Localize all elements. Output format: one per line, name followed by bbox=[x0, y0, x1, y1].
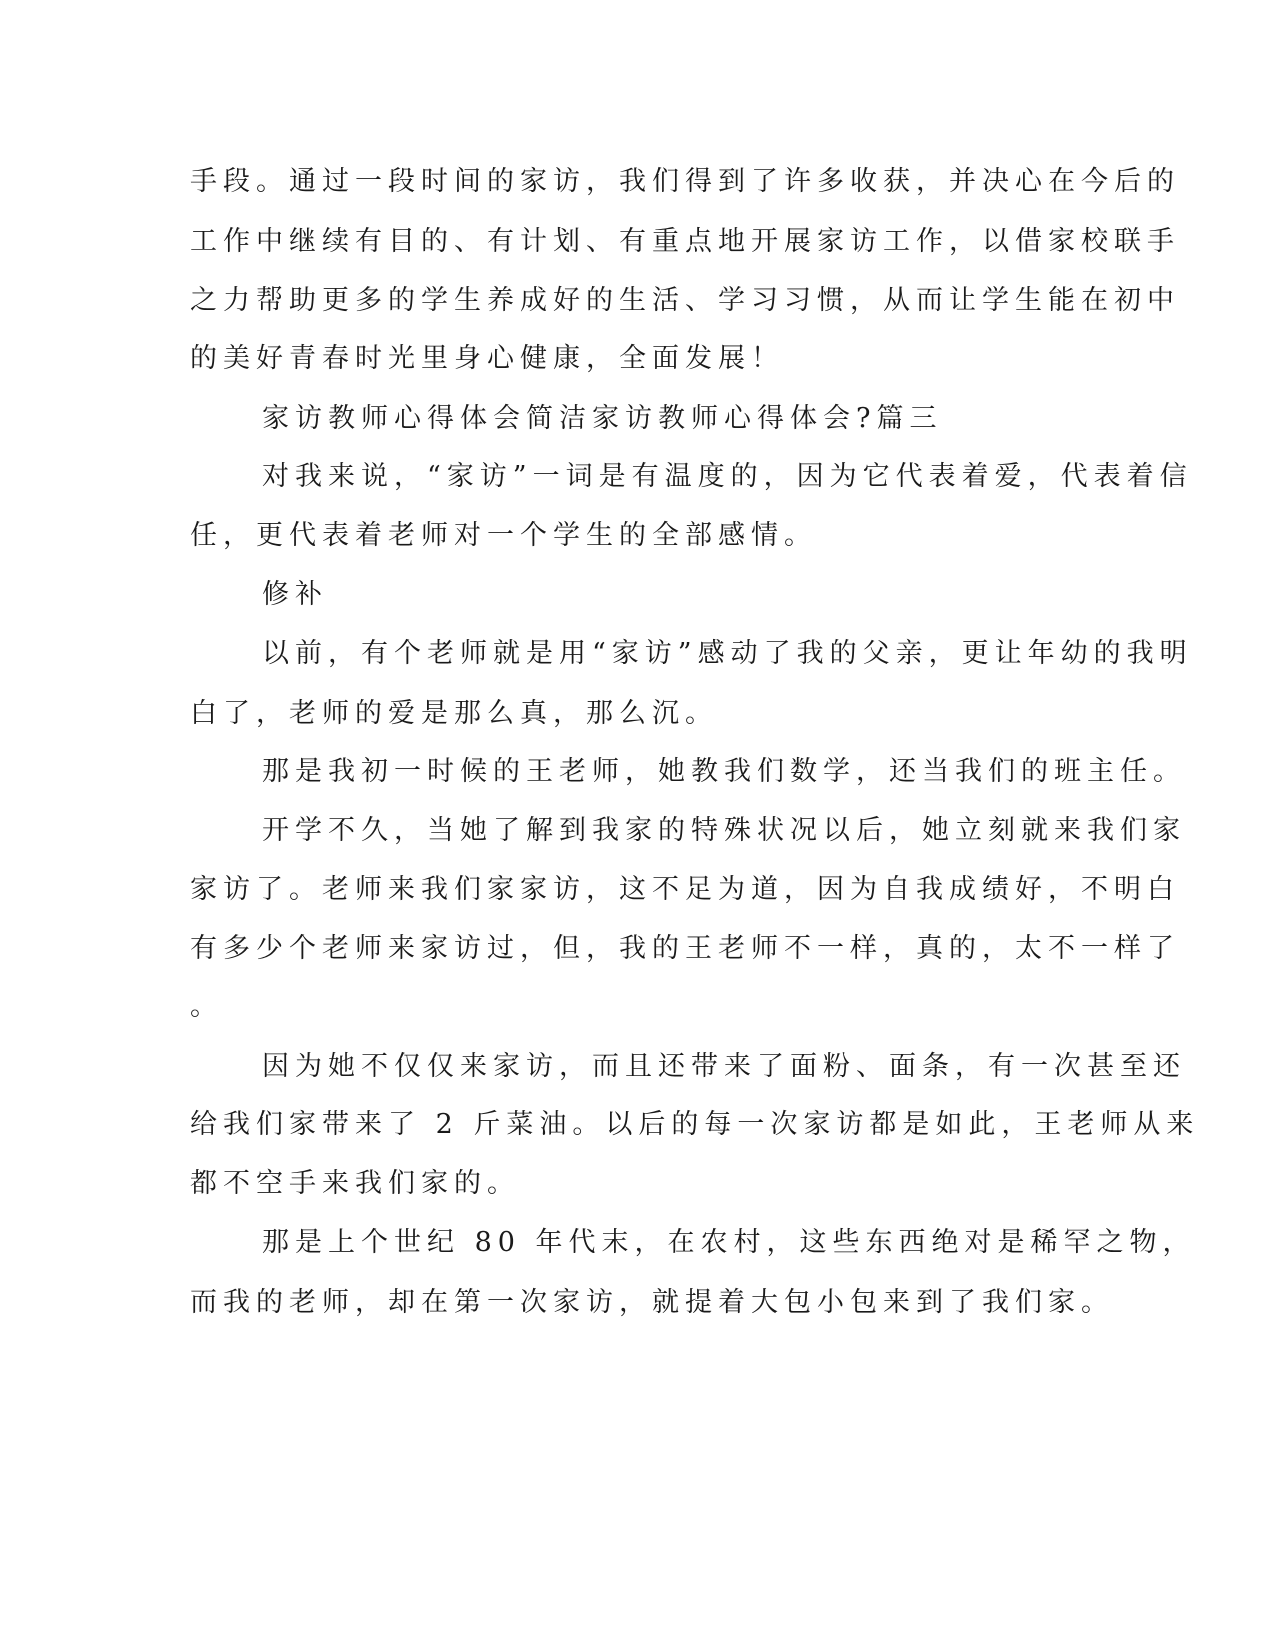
text-line: 白了，老师的爱是那么真，那么沉。 bbox=[190, 698, 718, 729]
text-line: 对我来说，“家访”一词是有温度的，因为它代表着爱，代表着信 bbox=[262, 461, 1193, 492]
text-line: 而我的老师，却在第一次家访，就提着大包小包来到了我们家。 bbox=[190, 1287, 1114, 1318]
text-line: 那是上个世纪 80 年代末，在农村，这些东西绝对是稀罕之物， bbox=[262, 1227, 1196, 1258]
text-line: 手段。通过一段时间的家访，我们得到了许多收获，并决心在今后的 bbox=[190, 166, 1180, 197]
text-line: 以前，有个老师就是用“家访”感动了我的父亲，更让年幼的我明 bbox=[262, 638, 1193, 669]
text-line: 之力帮助更多的学生养成好的生活、学习习惯，从而让学生能在初中 bbox=[190, 285, 1180, 316]
text-line: 给我们家带来了 2 斤菜油。以后的每一次家访都是如此，王老师从来 bbox=[190, 1109, 1200, 1140]
text-line: 修补 bbox=[262, 579, 328, 610]
text-line: 都不空手来我们家的。 bbox=[190, 1168, 520, 1199]
text-line: 的美好青春时光里身心健康，全面发展！ bbox=[190, 343, 784, 374]
text-line: 工作中继续有目的、有计划、有重点地开展家访工作，以借家校联手 bbox=[190, 226, 1180, 257]
text-line: 任，更代表着老师对一个学生的全部感情。 bbox=[190, 520, 817, 551]
text-line: 开学不久，当她了解到我家的特殊状况以后，她立刻就来我们家 bbox=[262, 815, 1186, 846]
text-line: 那是我初一时候的王老师，她教我们数学，还当我们的班主任。 bbox=[262, 756, 1186, 787]
text-line: 。 bbox=[190, 991, 223, 1022]
text-line: 有多少个老师来家访过，但，我的王老师不一样，真的，太不一样了 bbox=[190, 933, 1180, 964]
section-heading: 家访教师心得体会简洁家访教师心得体会?篇三 bbox=[262, 403, 943, 434]
text-line: 因为她不仅仅来家访，而且还带来了面粉、面条，有一次甚至还 bbox=[262, 1051, 1186, 1082]
text-line: 家访了。老师来我们家家访，这不足为道，因为自我成绩好，不明白 bbox=[190, 874, 1180, 905]
